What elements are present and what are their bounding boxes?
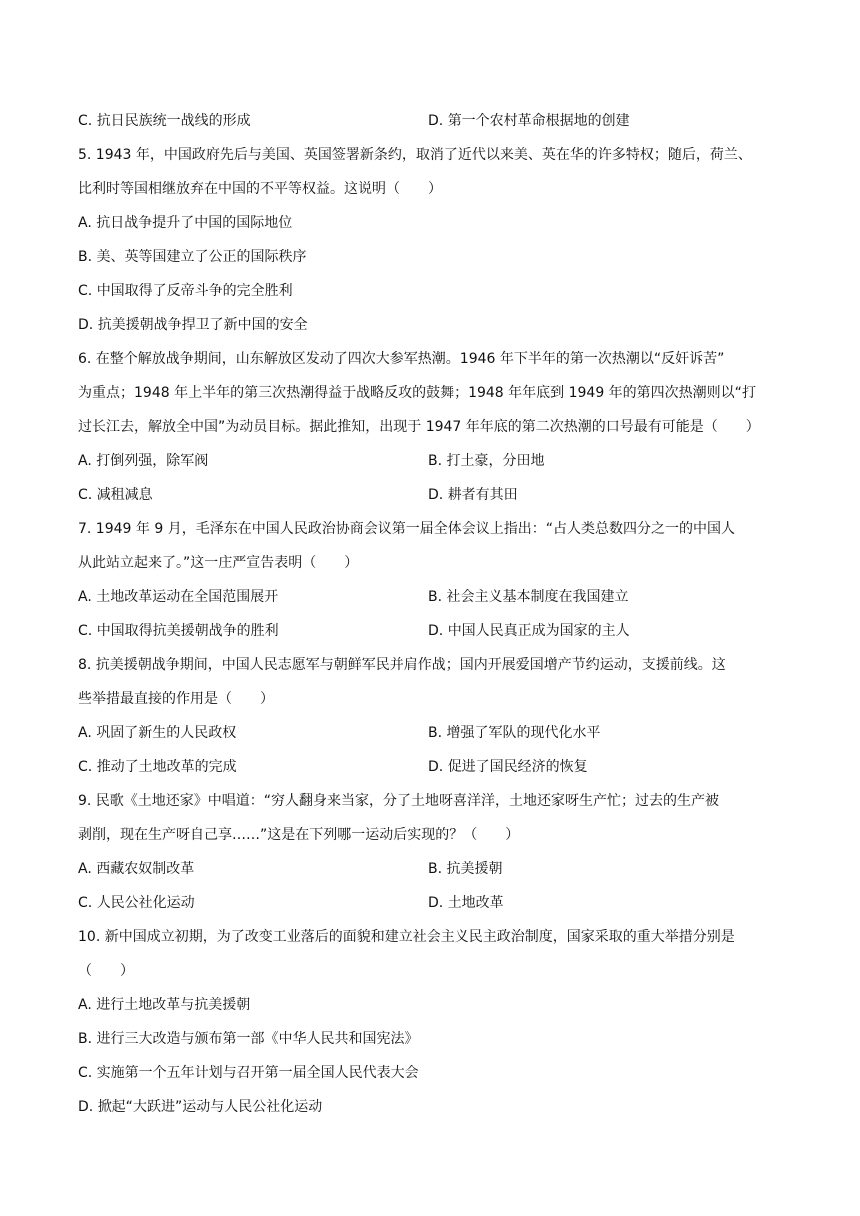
option-letter: A. [78,861,92,877]
option-text: 抗日战争提升了中国的国际地位 [96,215,293,231]
option-letter: D. [428,623,444,639]
q6-option-b[interactable] [428,450,790,484]
option-letter: D. [78,1099,94,1115]
q8-stem-line-1: 8. 抗美援朝战争期间，中国人民志愿军与朝鲜军民并肩作战；国内开展爱国增产节约运动，支援前线。这 [78,657,726,673]
option-text: 耕者有其田 [447,487,518,503]
q8-options-row-2 [78,756,790,790]
option-letter: B. [428,453,443,469]
q6-stem-line-1: 6. 在整个解放战争期间，山东解放区发动了四次大参军热潮。1946 年下半年的第一次热潮以“反奸诉苦” [78,351,725,367]
option-text: 抗日民族统一战线的形成 [96,113,251,129]
q9-option-d[interactable] [428,892,790,926]
q6-options-row-2 [78,484,790,518]
q9-options-row-1 [78,858,790,892]
option-text: 抗美援朝 [446,861,503,877]
option-letter: C. [78,1065,93,1081]
q9-stem-line-1: 9. 民歌《土地还家》中唱道：“穷人翻身来当家，分了土地呀喜洋洋，土地还家呀生产忙；过去的生产被 [78,793,720,809]
q6-option-d[interactable] [428,484,790,518]
option-letter: A. [78,453,92,469]
option-letter: D. [428,759,444,775]
q10-stem-line-2: （ ） [78,963,134,979]
option-text: 人民公社化运动 [96,895,195,911]
q6-options-row-1 [78,450,790,484]
q6-stem-line-2: 为重点；1948 年上半年的第三次热潮得益于战略反攻的鼓舞；1948 年年底到 1949 年的第四次热潮则以“打 [78,385,756,401]
q6-stem-line-3: 过长江去，解放全中国”为动员目标。据此推知，出现于 1947 年年底的第二次热潮的口号最有可能是（ ） [78,419,760,435]
option-letter: C. [78,623,93,639]
q4-option-d[interactable] [428,110,790,144]
option-text: 中国人民真正成为国家的主人 [447,623,630,639]
option-text: 掀起“大跃进”运动与人民公社化运动 [97,1099,323,1115]
option-letter: C. [78,283,93,299]
question-5 [78,144,790,348]
option-letter: A. [78,215,92,231]
q6-option-c[interactable] [78,484,428,518]
option-letter: D. [78,317,94,333]
option-letter: C. [78,487,93,503]
q5-option-c[interactable] [78,280,790,314]
option-text: 巩固了新生的人民政权 [96,725,237,741]
option-text: 土地改革运动在全国范围展开 [96,589,279,605]
option-text: 抗美援朝战争捍卫了新中国的安全 [97,317,308,333]
question-6 [78,348,790,518]
option-letter: B. [78,249,93,265]
q4-option-c[interactable] [78,110,428,144]
q7-options-row-1 [78,586,790,620]
option-text: 实施第一个五年计划与召开第一届全国人民代表大会 [96,1065,419,1081]
q8-option-c[interactable] [78,756,428,790]
q8-option-a[interactable] [78,722,428,756]
q7-option-d[interactable] [428,620,790,654]
option-text: 减租减息 [96,487,153,503]
q10-option-a[interactable] [78,994,790,1028]
q7-stem-line-2: 从此站立起来了。”这一庄严宣告表明（ ） [78,555,359,571]
option-text: 推动了土地改革的完成 [96,759,237,775]
option-text: 打倒列强，除军阀 [96,453,209,469]
option-text: 促进了国民经济的恢复 [447,759,588,775]
q10-option-c[interactable] [78,1062,790,1096]
option-text: 中国取得抗美援朝战争的胜利 [96,623,279,639]
q5-option-d[interactable] [78,314,790,348]
option-letter: A. [78,997,92,1013]
q8-stem-line-2: 些举措最直接的作用是（ ） [78,691,274,707]
option-letter: D. [428,895,444,911]
q7-options-row-2 [78,620,790,654]
q7-stem-line-1: 7. 1949 年 9 月，毛泽东在中国人民政治协商会议第一届全体会议上指出：“占人类总数四分之一的中国人 [78,521,735,537]
q8-options-row-1 [78,722,790,756]
option-letter: A. [78,725,92,741]
q5-stem-line-1: 5. 1943 年，中国政府先后与美国、英国签署新条约，取消了近代以来美、英在华的许多特权；随后，荷兰、 [78,147,752,163]
q10-option-b[interactable] [78,1028,790,1062]
option-text: 进行土地改革与抗美援朝 [96,997,251,1013]
q9-options-row-2 [78,892,790,926]
option-text: 打土豪，分田地 [446,453,545,469]
q4-options-row-2 [78,110,790,144]
option-text: 美、英等国建立了公正的国际秩序 [96,249,307,265]
option-text: 中国取得了反帝斗争的完全胜利 [96,283,293,299]
exam-page [78,110,790,1130]
q5-stem-line-2: 比利时等国相继放弃在中国的不平等权益。这说明（ ） [78,181,442,197]
option-text: 第一个农村革命根据地的创建 [447,113,630,129]
question-8 [78,654,790,790]
question-9 [78,790,790,926]
option-letter: B. [428,589,443,605]
option-text: 土地改革 [447,895,504,911]
option-letter: C. [78,113,93,129]
option-text: 社会主义基本制度在我国建立 [446,589,629,605]
option-letter: D. [428,113,444,129]
q9-option-a[interactable] [78,858,428,892]
question-7 [78,518,790,654]
q7-option-a[interactable] [78,586,428,620]
question-10 [78,926,790,1130]
q8-option-d[interactable] [428,756,790,790]
q5-option-b[interactable] [78,246,790,280]
q6-option-a[interactable] [78,450,428,484]
option-letter: B. [428,861,443,877]
option-letter: D. [428,487,444,503]
q5-option-a[interactable] [78,212,790,246]
q9-option-c[interactable] [78,892,428,926]
option-text: 西藏农奴制改革 [96,861,195,877]
option-letter: C. [78,759,93,775]
q7-option-b[interactable] [428,586,790,620]
q10-stem-line-1: 10. 新中国成立初期，为了改变工业落后的面貌和建立社会主义民主政治制度，国家采取的重大举措分别是 [78,929,735,945]
q8-option-b[interactable] [428,722,790,756]
option-letter: C. [78,895,93,911]
q10-option-d[interactable] [78,1096,790,1130]
option-letter: B. [428,725,443,741]
option-letter: A. [78,589,92,605]
q7-option-c[interactable] [78,620,428,654]
option-letter: B. [78,1031,93,1047]
option-text: 进行三大改造与颁布第一部《中华人民共和国宪法》 [96,1031,419,1047]
q9-stem-line-2: 剥削，现在生产呀自己享……”这是在下列哪一运动后实现的？（ ） [78,827,520,843]
option-text: 增强了军队的现代化水平 [446,725,601,741]
q9-option-b[interactable] [428,858,790,892]
